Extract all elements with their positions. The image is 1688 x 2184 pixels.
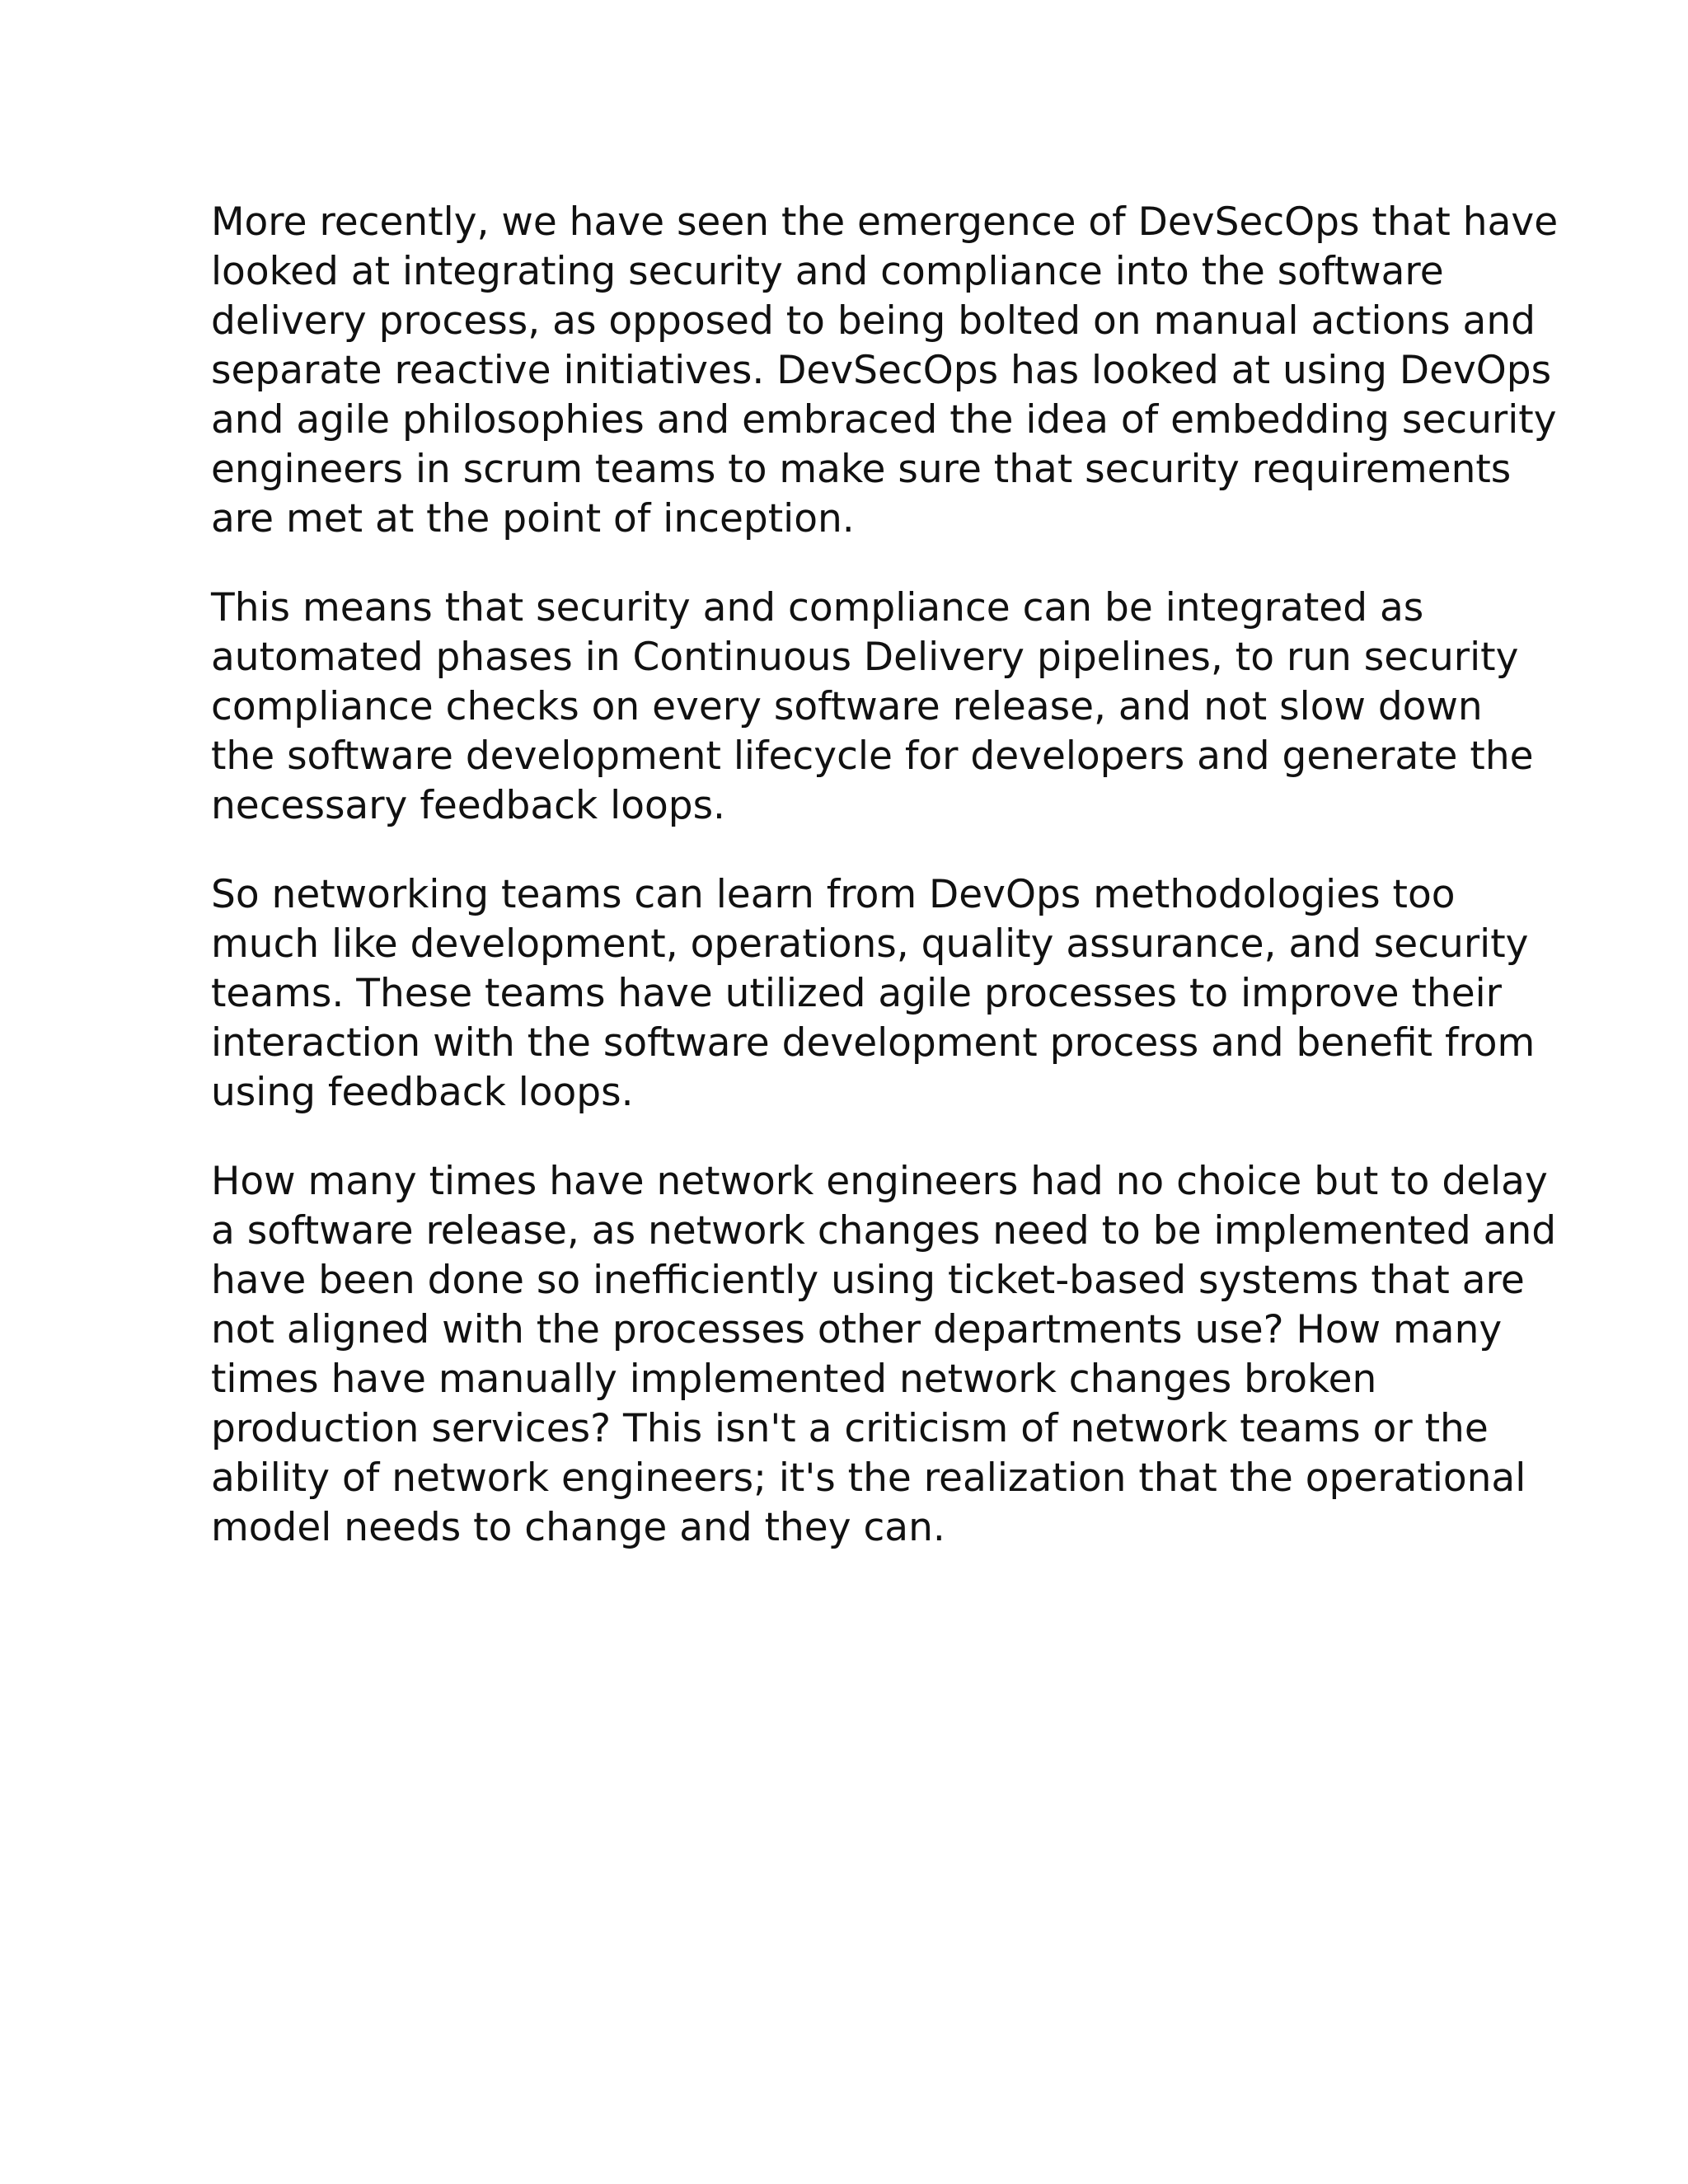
text-line: and agile philosophies and embraced the idea of embedding security <box>211 397 1557 443</box>
text-line: More recently, we have seen the emergence of DevSecOps that have <box>211 199 1559 245</box>
text-line: times have manually implemented network changes broken <box>211 1357 1377 1402</box>
text-line: compliance checks on every software release, and not slow down <box>211 684 1483 729</box>
text-line: looked at integrating security and compliance into the software <box>211 249 1444 294</box>
paragraph-network-engineers <box>211 1157 1557 1553</box>
paragraph-networking-teams <box>211 870 1536 1118</box>
text-line: delivery process, as opposed to being bolted on manual actions and <box>211 298 1536 344</box>
text-line: are met at the point of inception. <box>211 496 855 541</box>
text-line: separate reactive initiatives. DevSecOps has looked at using DevOps <box>211 348 1552 393</box>
text-line: automated phases in Continuous Delivery pipelines, to run security <box>211 635 1519 680</box>
text-line: interaction with the software development process and benefit from <box>211 1020 1536 1066</box>
text-line: necessary feedback loops. <box>211 783 725 828</box>
paragraph-security-compliance <box>211 583 1534 831</box>
text-line: How many times have network engineers had no choice but to delay <box>211 1159 1548 1204</box>
text-line: teams. These teams have utilized agile processes to improve their <box>211 971 1503 1016</box>
text-line: have been done so inefficiently using ticket-based systems that are <box>211 1258 1525 1303</box>
text-line: So networking teams can learn from DevOps methodologies too <box>211 872 1456 917</box>
text-line: engineers in scrum teams to make sure that security requirements <box>211 447 1512 492</box>
text-line: This means that security and compliance can be integrated as <box>211 585 1424 630</box>
text-line: ability of network engineers; it's the realization that the operational <box>211 1455 1526 1501</box>
text-line: model needs to change and they can. <box>211 1505 945 1550</box>
text-line: production services? This isn't a criticism of network teams or the <box>211 1406 1489 1451</box>
text-line: not aligned with the processes other departments use? How many <box>211 1307 1503 1352</box>
text-line: much like development, operations, quality assurance, and security <box>211 921 1529 967</box>
text-line: using feedback loops. <box>211 1070 634 1115</box>
text-line: the software development lifecycle for developers and generate the <box>211 733 1534 779</box>
body-text <box>211 198 1559 1592</box>
text-line: a software release, as network changes need to be implemented and <box>211 1208 1557 1254</box>
paragraph-devsecops <box>211 198 1559 544</box>
